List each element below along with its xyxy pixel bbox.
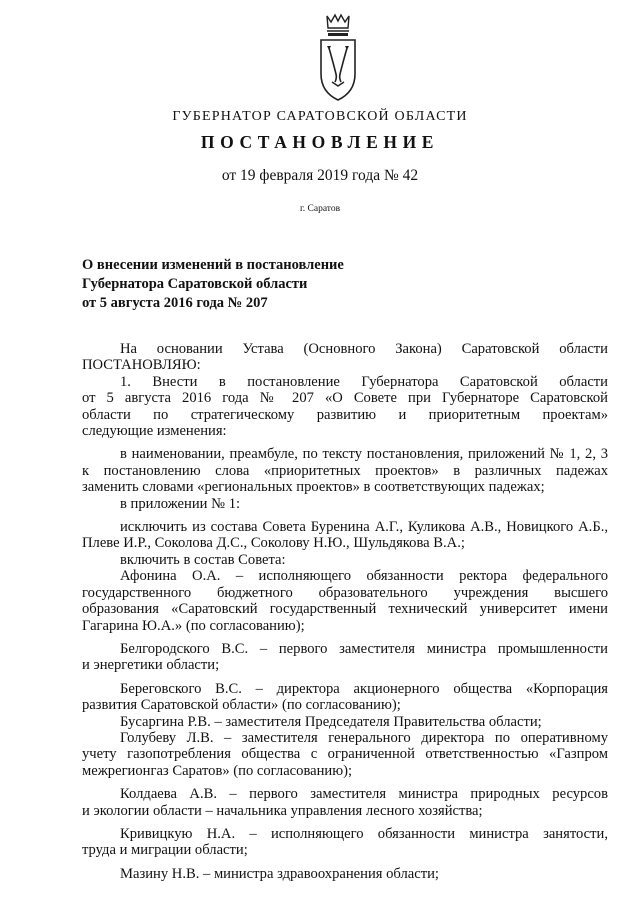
- body-line: государственного бюджетного образовательного учреждения высшего: [82, 584, 608, 601]
- body-line: учету газопотребления общества с ограниченной ответственностью «Газпром: [82, 746, 608, 763]
- body-line: развития Саратовской области» (по согласованию);: [82, 697, 401, 714]
- document-type-title: ПОСТАНОВЛЕНИЕ: [200, 132, 440, 152]
- city-name: г. Саратов: [299, 204, 341, 214]
- body-line: Береговского В.С. – директора акционерного общества «Корпорация: [120, 680, 608, 697]
- body-line: включить в состав Совета:: [120, 551, 286, 568]
- body-line: Мазину Н.В. – министра здравоохранения области;: [120, 865, 439, 882]
- body-line: Белгородского В.С. – первого заместителя министра промышленности: [120, 640, 608, 657]
- body-line: от 5 августа 2016 года № 207 «О Совете при Губернаторе Саратовской: [82, 390, 608, 407]
- body-line: к постановлению слова «приоритетных проектов» в различных падежах: [82, 462, 608, 479]
- saratov-coat-of-arms-icon: [315, 12, 361, 104]
- body-line: Афонина О.А. – исполняющего обязанности ректора федерального: [120, 568, 608, 585]
- body-line: Колдаева А.В. – первого заместителя министра природных ресурсов: [120, 786, 608, 803]
- body-line: Гагарина Ю.А.» (по согласованию);: [82, 617, 305, 634]
- body-line: исключить из состава Совета Буренина А.Г., Куликова А.В., Новицкого А.Б.,: [120, 519, 608, 536]
- date-and-number: от 19 февраля 2019 года № 42: [221, 167, 419, 184]
- body-line: На основании Устава (Основного Закона) Саратовской области: [120, 341, 608, 357]
- body-line: 1. Внести в постановление Губернатора Саратовской области: [120, 373, 608, 390]
- body-line: Голубеву Л.В. – заместителя генерального директора по оперативному: [120, 729, 608, 746]
- body-line: ПОСТАНОВЛЯЮ:: [82, 357, 201, 374]
- body-line: в наименовании, преамбуле, по тексту постановления, приложений № 1, 2, 3: [120, 446, 608, 463]
- document-subject: [82, 256, 344, 313]
- body-line: области по стратегическому развитию и приоритетным проектам»: [82, 406, 608, 423]
- body-line: и экологии области – начальника управления лесного хозяйства;: [82, 802, 483, 819]
- subject-line: от 5 августа 2016 года № 207: [82, 295, 268, 311]
- governor-heading: ГУБЕРНАТОР САРАТОВСКОЙ ОБЛАСТИ: [172, 109, 468, 124]
- body-line: следующие изменения:: [82, 423, 227, 440]
- body-line: труда и миграции области;: [82, 842, 248, 859]
- subject-line: Губернатора Саратовской области: [82, 276, 308, 292]
- body-line: и энергетики области;: [82, 657, 220, 674]
- body-line: образования «Саратовский государственный технический университет имени: [82, 601, 608, 618]
- body-line: Бусаргина Р.В. – заместителя Председателя Правительства области;: [120, 713, 542, 730]
- body-line: заменить словами «региональных проектов» в соответствующих падежах;: [82, 479, 545, 496]
- body-line: Кривицкую Н.А. – исполняющего обязанности министра занятости,: [120, 825, 608, 842]
- body-line: в приложении № 1:: [120, 495, 241, 512]
- body-line: Плеве И.Р., Соколова Д.С., Соколову Н.Ю., Шульдякова В.А.;: [82, 535, 465, 552]
- body-line: межрегионгаз Саратов» (по согласованию);: [82, 762, 353, 779]
- subject-line: О внесении изменений в постановление: [82, 257, 344, 273]
- document-body: [82, 341, 608, 882]
